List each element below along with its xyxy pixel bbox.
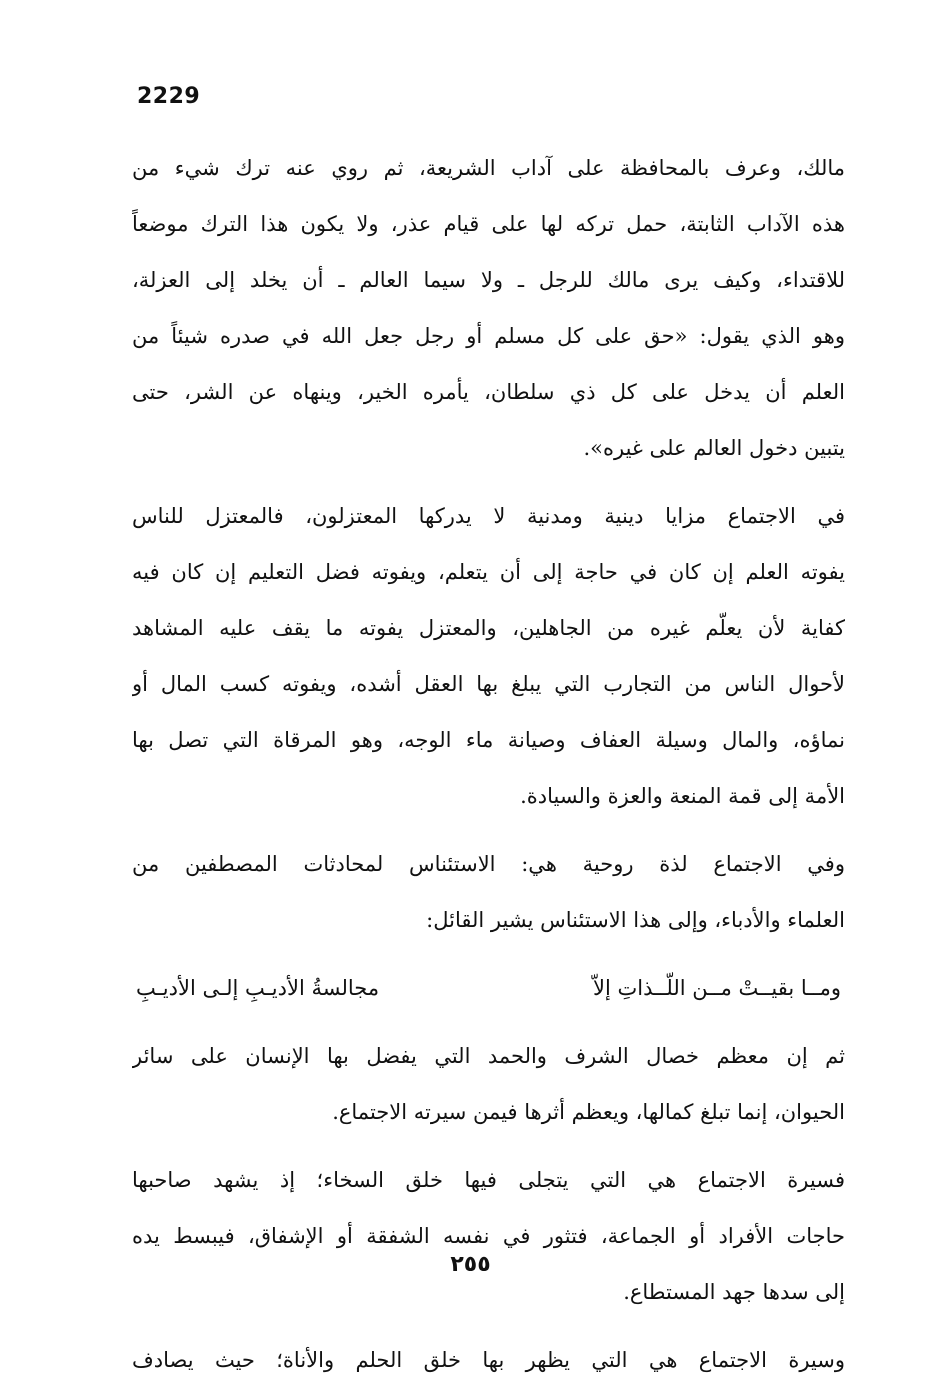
text-line: العلماء والأدباء، وإلى هذا الاستئناس يشير القائل: bbox=[426, 908, 845, 932]
poetry-verse bbox=[132, 960, 845, 1016]
verse-second-hemistich: مجالسةُ الأديـبِ إلـى الأديـبِ bbox=[136, 976, 380, 1000]
text-line: العلم أن يدخل على كل ذي سلطان، يأمره الخير، وينهاه عن الشر، حتى bbox=[132, 380, 845, 404]
page-id: 2229 bbox=[137, 84, 201, 109]
text-line: ثم إن معظم خصال الشرف والحمد التي يفضل بها الإنسان على سائر bbox=[132, 1044, 845, 1068]
text-line: وسيرة الاجتماع هي التي يظهر بها خلق الحلم والأناة؛ حيث يصادف bbox=[132, 1348, 845, 1372]
text-line: لأحوال الناس من التجارب التي يبلغ بها العقل أشده، ويفوته كسب المال أو bbox=[132, 672, 845, 696]
text-line: مالك، وعرف بالمحافظة على آداب الشريعة، ثم روي عنه ترك شيء من bbox=[132, 156, 845, 180]
body-text bbox=[132, 140, 845, 1388]
verse-first-hemistich: ومــا بقيــتْ مــن اللّــذاتِ إلاّ bbox=[593, 976, 841, 1000]
text-line: نماؤه، والمال وسيلة العفاف وصيانة ماء الوجه، وهو المرقاة التي تصل بها bbox=[132, 728, 845, 752]
text-line: هذه الآداب الثابتة، حمل تركه لها على قيام عذر، ولا يكون هذا الترك موضعاً bbox=[132, 212, 845, 236]
text-line: في الاجتماع مزايا دينية ومدنية لا يدركها المعتزلون، فالمعتزل للناس bbox=[132, 504, 845, 528]
text-line: الأمة إلى قمة المنعة والعزة والسيادة. bbox=[520, 784, 845, 808]
text-line: حاجات الأفراد أو الجماعة، فتثور في نفسه الشفقة أو الإشفاق، فيبسط يده bbox=[132, 1224, 845, 1248]
text-line: يتبين دخول العالم على غيره». bbox=[583, 436, 845, 460]
text-line: وفي الاجتماع لذة روحية هي: الاستئناس لمحادثات المصطفين من bbox=[132, 852, 845, 876]
page-number: ٢٥٥ bbox=[450, 1252, 491, 1277]
text-line: الحيوان، إنما تبلغ كمالها، ويعظم أثرها فيمن سيرته الاجتماع. bbox=[332, 1100, 845, 1124]
text-line: فسيرة الاجتماع هي التي يتجلى فيها خلق السخاء؛ إذ يشهد صاحبها bbox=[132, 1168, 845, 1192]
text-line: كفاية لأن يعلّم غيره من الجاهلين، والمعتزل يفوته ما يقف عليه المشاهد bbox=[132, 616, 845, 640]
text-line: وهو الذي يقول: «حق على كل مسلم أو رجل جعل الله في صدره شيئاً من bbox=[132, 324, 845, 348]
text-line: للاقتداء، وكيف يرى مالك للرجل ـ ولا سيما العالم ـ أن يخلد إلى العزلة، bbox=[132, 268, 845, 292]
text-line: يفوته العلم إن كان في حاجة إلى أن يتعلم، ويفوته فضل التعليم إن كان فيه bbox=[132, 560, 845, 584]
text-line: إلى سدها جهد المستطاع. bbox=[623, 1280, 845, 1304]
